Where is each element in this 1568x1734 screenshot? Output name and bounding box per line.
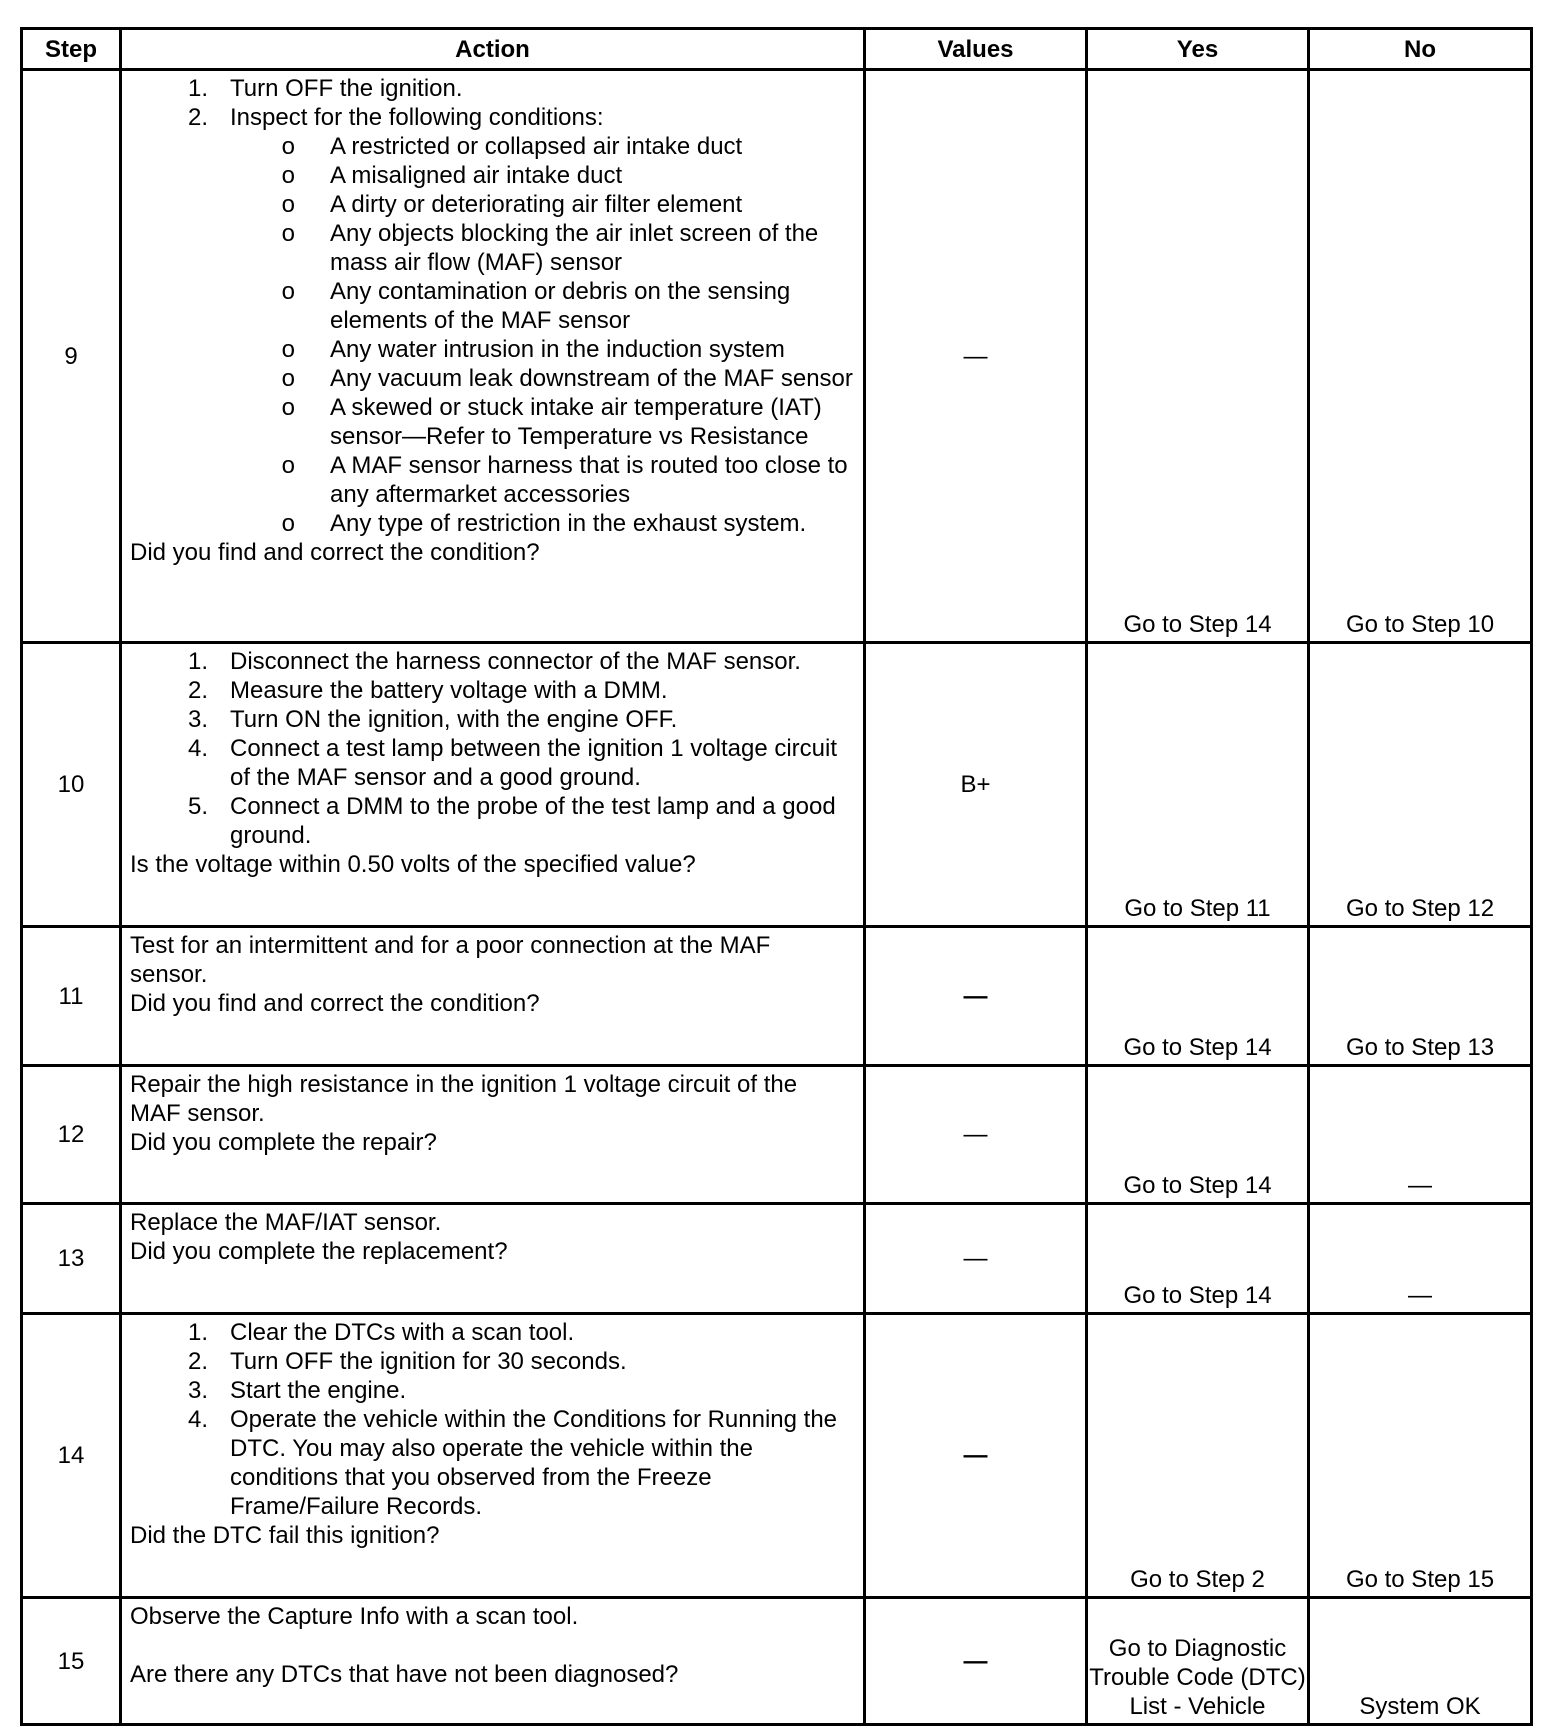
list-item bbox=[130, 734, 853, 792]
table-row bbox=[22, 1204, 1532, 1314]
step-text: Clear the DTCs with a scan tool. bbox=[230, 1319, 575, 1346]
step-number: 14 bbox=[22, 1314, 121, 1598]
numbered-steps bbox=[130, 74, 853, 132]
values-cell: — bbox=[865, 1314, 1087, 1598]
step-index: 3. bbox=[187, 1377, 208, 1404]
values-cell: — bbox=[865, 1598, 1087, 1725]
table-row bbox=[22, 70, 1532, 643]
condition-text: Any objects blocking the air inlet screen of the mass air flow (MAF) sensor bbox=[330, 220, 819, 276]
step-number: 12 bbox=[22, 1066, 121, 1204]
numbered-steps bbox=[130, 647, 853, 850]
table-row bbox=[22, 643, 1532, 927]
condition-text: A misaligned air intake duct bbox=[330, 162, 623, 189]
list-item bbox=[130, 1347, 853, 1376]
no-cell: — bbox=[1309, 1204, 1532, 1314]
action-cell bbox=[121, 643, 865, 927]
step-index: 2. bbox=[187, 104, 208, 131]
list-item bbox=[130, 792, 853, 850]
values-cell: B+ bbox=[865, 643, 1087, 927]
list-item bbox=[130, 132, 853, 161]
action-cell bbox=[121, 1204, 865, 1314]
action-text: Replace the MAF/IAT sensor. bbox=[130, 1209, 442, 1236]
step-number: 9 bbox=[22, 70, 121, 643]
list-item bbox=[130, 1376, 853, 1405]
step-index: 4. bbox=[187, 735, 208, 762]
list-item bbox=[130, 676, 853, 705]
condition-text: Any contamination or debris on the sensing elements of the MAF sensor bbox=[330, 278, 791, 334]
list-item bbox=[130, 647, 853, 676]
step-text: Inspect for the following conditions: bbox=[230, 104, 604, 131]
bullet-marker: o bbox=[281, 133, 295, 160]
diagnostic-table bbox=[20, 27, 1533, 1726]
action-cell bbox=[121, 70, 865, 643]
list-item bbox=[130, 74, 853, 103]
numbered-steps bbox=[130, 1318, 853, 1521]
list-item bbox=[130, 277, 853, 335]
list-item bbox=[130, 219, 853, 277]
step-text: Turn OFF the ignition. bbox=[230, 75, 463, 102]
table-row bbox=[22, 1066, 1532, 1204]
no-cell: Go to Step 13 bbox=[1309, 927, 1532, 1066]
bullet-marker: o bbox=[281, 162, 295, 189]
step-number: 13 bbox=[22, 1204, 121, 1314]
header-row bbox=[22, 29, 1532, 70]
values-cell: — bbox=[865, 1204, 1087, 1314]
condition-text: Any water intrusion in the induction system bbox=[330, 336, 785, 363]
action-text: Repair the high resistance in the ignition 1 voltage circuit of the MAF sensor. bbox=[130, 1071, 798, 1127]
yes-cell: Go to Step 14 bbox=[1087, 70, 1309, 643]
list-item bbox=[130, 705, 853, 734]
no-cell: Go to Step 12 bbox=[1309, 643, 1532, 927]
yes-cell: Go to Step 14 bbox=[1087, 927, 1309, 1066]
condition-list bbox=[130, 132, 853, 538]
action-cell bbox=[121, 1066, 865, 1204]
condition-text: Any vacuum leak downstream of the MAF sensor bbox=[330, 365, 853, 392]
question-text: Did you complete the replacement? bbox=[130, 1238, 508, 1265]
question-text: Is the voltage within 0.50 volts of the specified value? bbox=[130, 851, 696, 878]
step-text: Connect a test lamp between the ignition 1 voltage circuit of the MAF sensor and a good ground. bbox=[230, 735, 838, 791]
step-index: 2. bbox=[187, 1348, 208, 1375]
no-cell: System OK bbox=[1309, 1598, 1532, 1725]
question-text: Are there any DTCs that have not been diagnosed? bbox=[130, 1661, 679, 1688]
step-number: 11 bbox=[22, 927, 121, 1066]
step-index: 1. bbox=[187, 1319, 208, 1346]
step-number: 15 bbox=[22, 1598, 121, 1725]
step-index: 5. bbox=[187, 793, 208, 820]
bullet-marker: o bbox=[281, 452, 295, 479]
step-text: Start the engine. bbox=[230, 1377, 407, 1404]
header-values: Values bbox=[865, 29, 1087, 70]
list-item bbox=[130, 509, 853, 538]
yes-cell: Go to Step 14 bbox=[1087, 1204, 1309, 1314]
step-index: 4. bbox=[187, 1406, 208, 1433]
no-cell: Go to Step 15 bbox=[1309, 1314, 1532, 1598]
yes-cell: Go to Step 2 bbox=[1087, 1314, 1309, 1598]
no-cell: — bbox=[1309, 1066, 1532, 1204]
values-cell: — bbox=[865, 1066, 1087, 1204]
step-text: Measure the battery voltage with a DMM. bbox=[230, 677, 668, 704]
step-text: Turn OFF the ignition for 30 seconds. bbox=[230, 1348, 627, 1375]
step-index: 1. bbox=[187, 648, 208, 675]
header-yes: Yes bbox=[1087, 29, 1309, 70]
list-item bbox=[130, 190, 853, 219]
step-index: 3. bbox=[187, 706, 208, 733]
question-text: Did you find and correct the condition? bbox=[130, 539, 540, 566]
bullet-marker: o bbox=[281, 191, 295, 218]
action-cell bbox=[121, 927, 865, 1066]
action-cell bbox=[121, 1598, 865, 1725]
action-cell bbox=[121, 1314, 865, 1598]
step-text: Connect a DMM to the probe of the test lamp and a good ground. bbox=[230, 793, 836, 849]
no-cell: Go to Step 10 bbox=[1309, 70, 1532, 643]
yes-cell: Go to Step 14 bbox=[1087, 1066, 1309, 1204]
step-index: 2. bbox=[187, 677, 208, 704]
bullet-marker: o bbox=[281, 278, 295, 305]
yes-cell: Go to Step 11 bbox=[1087, 643, 1309, 927]
table-row bbox=[22, 1314, 1532, 1598]
list-item bbox=[130, 451, 853, 509]
condition-text: Any type of restriction in the exhaust system. bbox=[330, 510, 807, 537]
condition-text: A skewed or stuck intake air temperature (IAT) sensor—Refer to Temperature vs Resistance bbox=[330, 394, 822, 450]
table-row bbox=[22, 1598, 1532, 1725]
yes-cell: Go to Diagnostic Trouble Code (DTC) List - Vehicle bbox=[1087, 1598, 1309, 1725]
header-no: No bbox=[1309, 29, 1532, 70]
step-text: Disconnect the harness connector of the MAF sensor. bbox=[230, 648, 801, 675]
values-cell: — bbox=[865, 70, 1087, 643]
list-item bbox=[130, 1318, 853, 1347]
list-item bbox=[130, 1405, 853, 1521]
step-number: 10 bbox=[22, 643, 121, 927]
condition-text: A dirty or deteriorating air filter element bbox=[330, 191, 743, 218]
condition-text: A MAF sensor harness that is routed too close to any aftermarket accessories bbox=[330, 452, 848, 508]
bullet-marker: o bbox=[281, 394, 295, 421]
question-text: Did you find and correct the condition? bbox=[130, 990, 540, 1017]
header-action: Action bbox=[121, 29, 865, 70]
list-item bbox=[130, 364, 853, 393]
condition-text: A restricted or collapsed air intake duct bbox=[330, 133, 743, 160]
bullet-marker: o bbox=[281, 336, 295, 363]
question-text: Did you complete the repair? bbox=[130, 1129, 437, 1156]
step-text: Turn ON the ignition, with the engine OFF. bbox=[230, 706, 678, 733]
bullet-marker: o bbox=[281, 510, 295, 537]
step-index: 1. bbox=[187, 75, 208, 102]
values-cell: — bbox=[865, 927, 1087, 1066]
list-item bbox=[130, 393, 853, 451]
question-text: Did the DTC fail this ignition? bbox=[130, 1522, 440, 1549]
list-item bbox=[130, 161, 853, 190]
action-text: Observe the Capture Info with a scan tool. bbox=[130, 1603, 579, 1630]
list-item bbox=[130, 335, 853, 364]
list-item bbox=[130, 103, 853, 132]
header-step: Step bbox=[22, 29, 121, 70]
bullet-marker: o bbox=[281, 220, 295, 247]
action-text: Test for an intermittent and for a poor connection at the MAF sensor. bbox=[130, 932, 771, 988]
table-row bbox=[22, 927, 1532, 1066]
bullet-marker: o bbox=[281, 365, 295, 392]
step-text: Operate the vehicle within the Conditions for Running the DTC. You may also operate the vehicle within the conditions that you observed from the Freeze Frame/Failure Records. bbox=[230, 1406, 838, 1520]
